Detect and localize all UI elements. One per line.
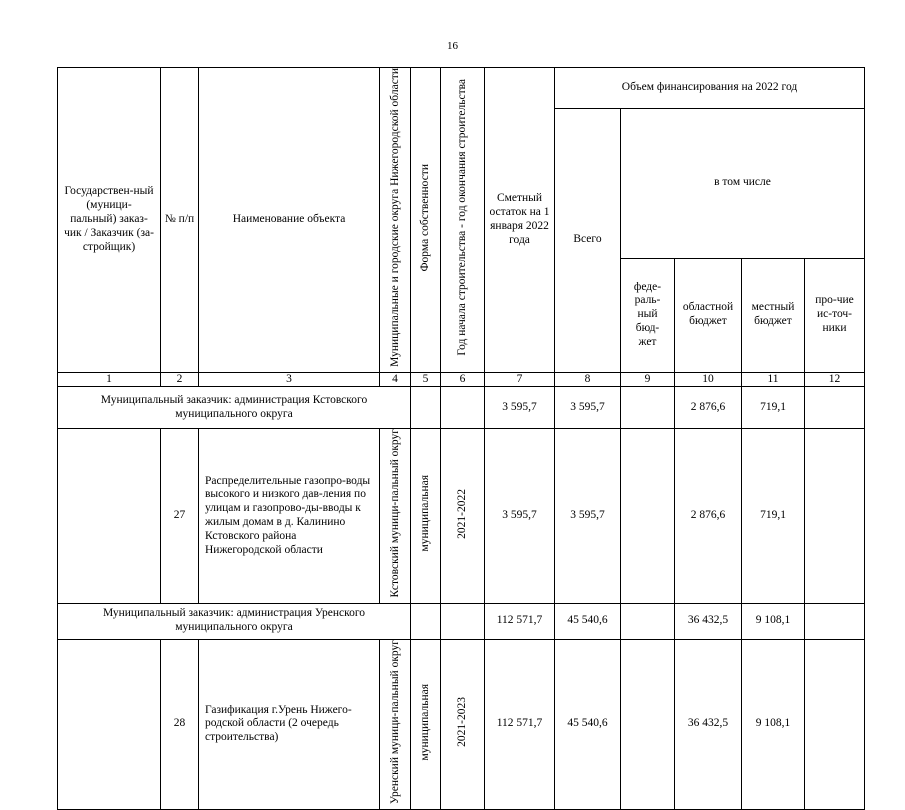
cell-regional: 36 432,5 xyxy=(675,639,742,809)
table-row xyxy=(58,639,865,809)
cell-total: 3 595,7 xyxy=(555,387,621,429)
col-num-11: 11 xyxy=(742,372,805,387)
header-municipality: Муниципальные и городские округа Нижегородской области xyxy=(380,68,411,373)
cell-total: 45 540,6 xyxy=(555,639,621,809)
header-total: Всего xyxy=(555,109,621,373)
col-num-3: 3 xyxy=(199,372,380,387)
col-num-2: 2 xyxy=(161,372,199,387)
header-remaining: Сметный остаток на 1 января 2022 года xyxy=(485,68,555,373)
col-num-10: 10 xyxy=(675,372,742,387)
cell-object-name: Газификация г.Урень Нижего-родской области (2 очередь строительства) xyxy=(199,639,380,809)
cell-local: 9 108,1 xyxy=(742,603,805,639)
cell-municipality: Уренский муници-пальный округ xyxy=(380,639,411,809)
group-label: Муниципальный заказчик: администрация Кстовского муниципального округа xyxy=(58,387,411,429)
cell-municipality: Кстовский муници-пальный округ xyxy=(380,429,411,603)
cell-local: 9 108,1 xyxy=(742,639,805,809)
group-label: Муниципальный заказчик: администрация Уренского муниципального округа xyxy=(58,603,411,639)
cell-federal xyxy=(621,387,675,429)
header-num: № п/п xyxy=(161,68,199,373)
cell-regional: 2 876,6 xyxy=(675,429,742,603)
cell-ownership: муниципальная xyxy=(411,639,441,809)
col-num-4: 4 xyxy=(380,372,411,387)
header-funding-title: Объем финансирования на 2022 год xyxy=(555,68,865,109)
column-number-row xyxy=(58,372,865,387)
col-num-1: 1 xyxy=(58,372,161,387)
page-number: 16 xyxy=(447,40,458,52)
cell-years: 2021-2022 xyxy=(441,429,485,603)
header-other: про-чие ис-точ-ники xyxy=(805,258,865,372)
cell-remaining: 112 571,7 xyxy=(485,639,555,809)
cell-ownership: муниципальная xyxy=(411,429,441,603)
group-row xyxy=(58,603,865,639)
cell-other xyxy=(805,387,865,429)
header-regional: областной бюджет xyxy=(675,258,742,372)
cell-total: 3 595,7 xyxy=(555,429,621,603)
col-num-9: 9 xyxy=(621,372,675,387)
col-num-7: 7 xyxy=(485,372,555,387)
cell-federal xyxy=(621,639,675,809)
header-local: местный бюджет xyxy=(742,258,805,372)
header-customer: Государствен-ный (муници-пальный) заказ-чик / Заказчик (за-стройщик) xyxy=(58,68,161,373)
col-num-12: 12 xyxy=(805,372,865,387)
cell-object-name: Распределительные газопро-воды высокого и низкого дав-ления по улицам и газопрово-ды-вводы к жилым домам в д. Калинино Кстовского района Нижегородской области xyxy=(199,429,380,603)
header-object-name: Наименование объекта xyxy=(199,68,380,373)
group-row xyxy=(58,387,865,429)
cell-federal xyxy=(621,429,675,603)
cell-local: 719,1 xyxy=(742,429,805,603)
col-num-6: 6 xyxy=(441,372,485,387)
table-row xyxy=(58,429,865,603)
cell-other xyxy=(805,639,865,809)
col-num-5: 5 xyxy=(411,372,441,387)
cell-regional: 2 876,6 xyxy=(675,387,742,429)
header-years: Год начала строительства - год окончания строительства xyxy=(441,68,485,373)
header-ownership: Форма собственности xyxy=(411,68,441,373)
cell-remaining: 112 571,7 xyxy=(485,603,555,639)
header-including: в том числе xyxy=(621,109,865,259)
cell-num: 27 xyxy=(161,429,199,603)
cell-num: 28 xyxy=(161,639,199,809)
cell-remaining: 3 595,7 xyxy=(485,387,555,429)
financing-table xyxy=(57,67,865,810)
cell-total: 45 540,6 xyxy=(555,603,621,639)
cell-other xyxy=(805,429,865,603)
col-num-8: 8 xyxy=(555,372,621,387)
cell-years: 2021-2023 xyxy=(441,639,485,809)
cell-other xyxy=(805,603,865,639)
cell-federal xyxy=(621,603,675,639)
cell-regional: 36 432,5 xyxy=(675,603,742,639)
header-federal: феде-раль-ный бюд-жет xyxy=(621,258,675,372)
cell-remaining: 3 595,7 xyxy=(485,429,555,603)
cell-local: 719,1 xyxy=(742,387,805,429)
